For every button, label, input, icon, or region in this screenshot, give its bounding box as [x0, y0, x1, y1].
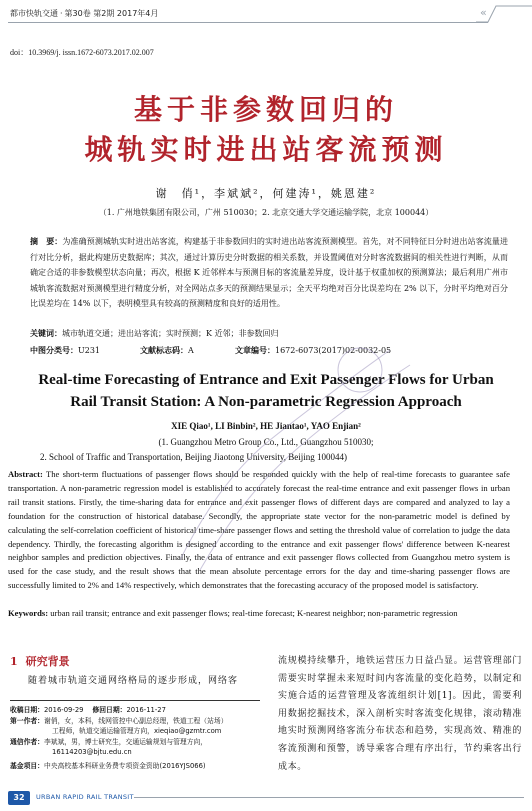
- keywords-zh-text: 城市轨道交通；进出站客流；实时预测；K 近邻；非参数回归: [62, 329, 279, 338]
- footnote-fund: [10, 761, 266, 771]
- keywords-zh: [30, 328, 508, 339]
- doi: doi：10.3969/j. issn.1672-6073.2017.02.007: [10, 48, 154, 57]
- received-date: 2016-09-29: [43, 706, 84, 714]
- abstract-en-text: The short-term fluctuations of passenger flows should be responded quickly with the help of real-time forecasts to guarantee safe transportation. A non-parametric regression model is established to accurately forecast the real-time entrance and exit passenger flows in urban rail transit stations. Firstly, the time-sharing data for entrance and exit passenger flows of different days are compared and analyzed to lay a foundation for the construction of historical database. Secondly, the appropriate state vector for the non-parametric model is defined by calculating the self-correlation coefficient of historical time-share passenger flows and setting the threshold value of correlation to judge the data dependency. Thirdly, the forecasting algorithm is designed according to the entrance and exit passenger flows' difference between K-nearest neighbor samples and prediction objectives. Finally, the data of entrance and exit passenger flows collected from Guangzhou metro system is used for the case study, and the result shows that the mean absolute percentage errors for the day and time-sharing passenger flows are successfully limited to 2% and 14% respectively, which demonstrates that the forecasting accuracy of the proposed model is satisfactory.: [8, 469, 510, 591]
- keywords-en: [8, 607, 510, 621]
- title-zh-line-2: 城轨实时进出站客流预测: [84, 133, 448, 166]
- abstract-zh: [30, 234, 508, 312]
- clc-value: U231: [78, 346, 101, 355]
- keywords-zh-label: 关键词：: [30, 328, 62, 338]
- first-author-label: 第一作者：: [10, 717, 44, 725]
- journal-name: 都市快轨交通: [10, 9, 58, 18]
- section-right-paragraph: 流规模持续攀升，地铁运营压力日益凸显。运营管理部门需要实时掌握未来短时间内客流量的变化趋势，以制定和实施合适的运营管理及客流组织计划[1]。因此，需要利用数据挖掘技术，深入剖析实时客流变化规律，滚动精准地实时预测网络客流分布状态和趋势，实现高效、精准的客流预测和预警，诱导乘客合理有序出行，节约乘客出行成本。: [278, 656, 522, 772]
- affiliation-en-line-1: (1. Guangzhou Metro Group Co., Ltd., Guangzhou 510030;: [158, 437, 374, 447]
- corresponding-label: 通信作者：: [10, 738, 44, 746]
- footnote-dates: [10, 705, 266, 715]
- revised-label: 修回日期：: [92, 706, 127, 714]
- classification-zh: [30, 345, 508, 356]
- doc-code-label: 文献标志码：: [140, 345, 188, 355]
- section-title: 研究背景: [25, 655, 70, 668]
- title-en-line-1: Real-time Forecasting of Entrance and Exit Passenger Flows for Urban: [38, 372, 494, 388]
- abstract-en: [8, 468, 510, 593]
- article-number-value: 1672-6073(2017)02-0032-05: [275, 346, 392, 355]
- revised-date: 2016-11-27: [126, 706, 166, 714]
- title-en-line-2: Rail Transit Station: A Non-parametric Regression Approach: [70, 394, 462, 410]
- footer-journal: URBAN RAPID RAIL TRANSIT: [36, 793, 134, 801]
- journal-date: 2017年4月: [116, 9, 159, 18]
- corresponding-line-2: 16114203@bjtu.edu.cn: [52, 748, 132, 756]
- authors-zh: 谢 俏¹，李斌斌²，何建涛¹，姚恩建²: [155, 187, 377, 200]
- first-author-line-1: 谢俏，女，本科，线网管控中心副总经理，铁道工程（站场）: [43, 717, 228, 725]
- abstract-en-label: Abstract:: [8, 469, 43, 479]
- corresponding-line-1: 李斌斌，男，博士研究生，交通运输规划与管理方向，: [43, 738, 208, 746]
- affiliation-zh: （1. 广州地铁集团有限公司，广州 510030；2. 北京交通大学交通运输学院，北京 100044）: [98, 208, 434, 217]
- running-header: 都市快轨交通 · 第30卷 第2期 2017年4月: [10, 9, 159, 18]
- chevron-left-icon: «: [480, 6, 487, 19]
- header-rule: [8, 22, 488, 23]
- title-zh-line-1: 基于非参数回归的: [133, 93, 398, 126]
- abstract-zh-label: 摘 要：: [30, 236, 63, 246]
- footer-rule: [134, 797, 524, 798]
- page-number: 32: [8, 791, 30, 805]
- fund-text: 中央高校基本科研业务费专项资金资助(2016YJS066): [43, 762, 206, 770]
- article-number-label: 文章编号：: [235, 345, 275, 355]
- journal-volume: 第30卷: [64, 9, 91, 18]
- doc-code-value: A: [188, 346, 194, 355]
- keywords-en-text: urban rail transit; entrance and exit passenger flows; real-time forecast; K-nearest neighbor; non-parametric regression: [48, 608, 458, 618]
- journal-issue: 第2期: [93, 9, 115, 18]
- footnote-first-author: [10, 716, 266, 736]
- clc-label: 中图分类号：: [30, 345, 78, 355]
- keywords-en-label: Keywords:: [8, 608, 49, 618]
- fund-label: 基金项目：: [10, 762, 44, 770]
- footnote-corresponding: [10, 737, 266, 757]
- affiliation-en-line-2: 2. School of Traffic and Transportation, Beijing Jiaotong University, Beijing 100044): [40, 452, 347, 462]
- section-left-paragraph: 随着城市轨道交通网络格局的逐步形成，网络客: [28, 676, 239, 686]
- footnote-rule: [10, 700, 260, 701]
- received-label: 收稿日期：: [10, 706, 44, 714]
- abstract-zh-text: 为准确预测城轨实时进出站客流，构建基于非参数回归的实时进出站客流预测模型。首先，对不同特征日分时进出站客流量进行对比分析，据此构建历史数据库；其次，通过计算历史分时数据的相关系数，并设置阈值对分时客流数据间的相关性进行判断，从而确定合适的非参数模型状态向量；再次，根据 K 近邻样本与预测目标的客流量差异度，设计基于权重加权的预测算法；最后利用广州市城轨客流数据对预测模型进行精度分析，对全网站点多天的预测结果显示；全天平均绝对百分比误差均在 2% 以下，分时平均绝对百分比误差均在 14% 以下，表明模型具有较高的预测精度和良好的适用性。: [30, 237, 509, 308]
- section-heading: [10, 653, 70, 669]
- first-author-line-2: 工程师，轨道交通运输管理方向，xieqiao@gzmtr.com: [52, 727, 222, 735]
- authors-en: XIE Qiao¹, LI Binbin², HE Jiantao¹, YAO Enjian²: [171, 421, 361, 431]
- section-number: 1: [10, 655, 18, 668]
